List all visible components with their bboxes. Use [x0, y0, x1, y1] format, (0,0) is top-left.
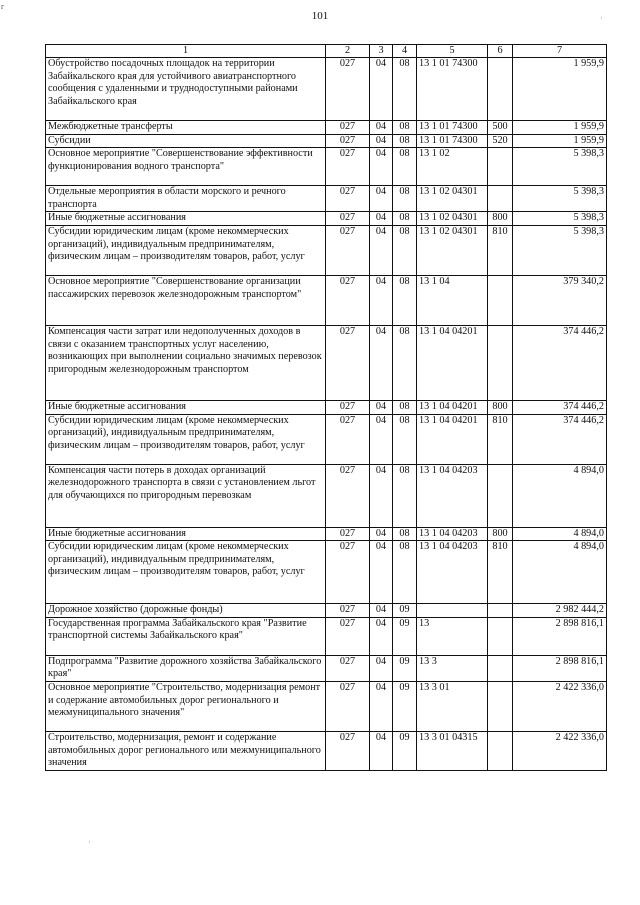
row-name-cell: Дорожное хозяйство (дорожные фонды): [46, 604, 326, 618]
amount-cell: 5 398,3: [513, 225, 607, 275]
table-body: [46, 58, 607, 771]
row-name-cell: Отдельные мероприятия в области морского и речного транспорта: [46, 186, 326, 212]
subsection-code-cell: 09: [393, 617, 417, 655]
table-row: [46, 325, 607, 400]
expense-type-cell: 500: [488, 121, 513, 135]
target-article-cell: [417, 604, 488, 618]
corner-mark: г: [1, 2, 5, 11]
target-article-cell: 13 1 04: [417, 275, 488, 325]
table-row: [46, 225, 607, 275]
target-article-cell: 13 1 04 04201: [417, 414, 488, 464]
scan-speck: ·: [600, 14, 603, 23]
target-article-cell: 13 1 02 04301: [417, 225, 488, 275]
section-code-cell: 04: [370, 134, 393, 148]
target-article-cell: 13 1 04 04203: [417, 527, 488, 541]
target-article-cell: 13 1 04 04203: [417, 541, 488, 604]
table-row: [46, 617, 607, 655]
amount-cell: 379 340,2: [513, 275, 607, 325]
expense-type-cell: [488, 731, 513, 770]
target-article-cell: 13 3 01 04315: [417, 731, 488, 770]
section-code-cell: 04: [370, 527, 393, 541]
amount-cell: 2 898 816,1: [513, 617, 607, 655]
row-name-cell: Компенсация части затрат или недополученных доходов в связи с оказанием транспортных услуг населению, возникающих при выполнении социально значимых перевозок пригородным железнодорожным транспортом: [46, 325, 326, 400]
table-row: [46, 186, 607, 212]
expense-type-cell: 800: [488, 212, 513, 226]
subsection-code-cell: 08: [393, 400, 417, 414]
amount-cell: 2 422 336,0: [513, 681, 607, 731]
table-row: [46, 541, 607, 604]
section-code-cell: 04: [370, 731, 393, 770]
ministry-code-cell: 027: [326, 731, 370, 770]
expense-type-cell: [488, 464, 513, 527]
ministry-code-cell: 027: [326, 414, 370, 464]
ministry-code-cell: 027: [326, 186, 370, 212]
section-code-cell: 04: [370, 617, 393, 655]
section-code-cell: 04: [370, 604, 393, 618]
row-name-cell: Подпрограмма "Развитие дорожного хозяйства Забайкальского края": [46, 655, 326, 681]
amount-cell: 5 398,3: [513, 212, 607, 226]
table-row: [46, 414, 607, 464]
row-name-cell: Обустройство посадочных площадок на территории Забайкальского края для устойчивого авиатранспортного сообщения с удаленными и труднодоступными районами Забайкальского края: [46, 58, 326, 121]
row-name-cell: Государственная программа Забайкальского края "Развитие транспортной системы Забайкальского края": [46, 617, 326, 655]
target-article-cell: 13 1 01 74300: [417, 121, 488, 135]
table-row: [46, 604, 607, 618]
subsection-code-cell: 08: [393, 212, 417, 226]
amount-cell: 1 959,9: [513, 121, 607, 135]
expense-type-cell: 800: [488, 400, 513, 414]
subsection-code-cell: 08: [393, 186, 417, 212]
header-row: [46, 45, 607, 58]
ministry-code-cell: 027: [326, 225, 370, 275]
ministry-code-cell: 027: [326, 400, 370, 414]
section-code-cell: 04: [370, 325, 393, 400]
ministry-code-cell: 027: [326, 527, 370, 541]
expense-type-cell: [488, 275, 513, 325]
amount-cell: 5 398,3: [513, 148, 607, 186]
row-name-cell: Субсидии юридическим лицам (кроме некоммерческих организаций), индивидуальным предпринимателям, физическим лицам – производителям товаров, работ, услуг: [46, 414, 326, 464]
ministry-code-cell: 027: [326, 275, 370, 325]
amount-cell: 2 898 816,1: [513, 655, 607, 681]
subsection-code-cell: 08: [393, 275, 417, 325]
ministry-code-cell: 027: [326, 604, 370, 618]
budget-table: [45, 44, 607, 771]
row-name-cell: Основное мероприятие "Строительство, модернизация ремонт и содержание автомобильных дорог регионального и межмуниципального значения": [46, 681, 326, 731]
target-article-cell: 13 1 02 04301: [417, 212, 488, 226]
table-row: [46, 134, 607, 148]
row-name-cell: Иные бюджетные ассигнования: [46, 400, 326, 414]
subsection-code-cell: 08: [393, 225, 417, 275]
expense-type-cell: [488, 604, 513, 618]
subsection-code-cell: 09: [393, 731, 417, 770]
table-row: [46, 681, 607, 731]
row-name-cell: Субсидии: [46, 134, 326, 148]
section-code-cell: 04: [370, 414, 393, 464]
scan-speck: ·: [88, 838, 91, 847]
section-code-cell: 04: [370, 212, 393, 226]
section-code-cell: 04: [370, 121, 393, 135]
ministry-code-cell: 027: [326, 58, 370, 121]
subsection-code-cell: 08: [393, 58, 417, 121]
ministry-code-cell: 027: [326, 148, 370, 186]
table-row: [46, 121, 607, 135]
row-name-cell: Компенсация части потерь в доходах организаций железнодорожного транспорта в связи с установлением льгот для обучающихся по пригородным перевозкам: [46, 464, 326, 527]
row-name-cell: Субсидии юридическим лицам (кроме некоммерческих организаций), индивидуальным предпринимателям, физическим лицам – производителям товаров, работ, услуг: [46, 225, 326, 275]
expense-type-cell: [488, 617, 513, 655]
section-code-cell: 04: [370, 58, 393, 121]
row-name-cell: Строительство, модернизация, ремонт и содержание автомобильных дорог регионального или межмуниципального значения: [46, 731, 326, 770]
table-row: [46, 275, 607, 325]
expense-type-cell: [488, 681, 513, 731]
subsection-code-cell: 09: [393, 604, 417, 618]
target-article-cell: 13 1 04 04203: [417, 464, 488, 527]
amount-cell: 374 446,2: [513, 414, 607, 464]
expense-type-cell: 810: [488, 541, 513, 604]
subsection-code-cell: 08: [393, 464, 417, 527]
amount-cell: 2 982 444,2: [513, 604, 607, 618]
amount-cell: 4 894,0: [513, 541, 607, 604]
expense-type-cell: 810: [488, 414, 513, 464]
header-cell: 6: [488, 45, 513, 58]
table-row: [46, 212, 607, 226]
section-code-cell: 04: [370, 655, 393, 681]
subsection-code-cell: 08: [393, 121, 417, 135]
subsection-code-cell: 08: [393, 527, 417, 541]
table-row: [46, 731, 607, 770]
section-code-cell: 04: [370, 400, 393, 414]
target-article-cell: 13 1 02: [417, 148, 488, 186]
ministry-code-cell: 027: [326, 134, 370, 148]
expense-type-cell: [488, 325, 513, 400]
table-row: [46, 464, 607, 527]
header-cell: 7: [513, 45, 607, 58]
header-cell: 4: [393, 45, 417, 58]
ministry-code-cell: 027: [326, 617, 370, 655]
table-row: [46, 655, 607, 681]
expense-type-cell: 810: [488, 225, 513, 275]
amount-cell: 2 422 336,0: [513, 731, 607, 770]
expense-type-cell: [488, 655, 513, 681]
ministry-code-cell: 027: [326, 541, 370, 604]
ministry-code-cell: 027: [326, 121, 370, 135]
table-row: [46, 58, 607, 121]
amount-cell: 4 894,0: [513, 527, 607, 541]
target-article-cell: 13 1 04 04201: [417, 400, 488, 414]
section-code-cell: 04: [370, 464, 393, 527]
header-cell: 2: [326, 45, 370, 58]
row-name-cell: Иные бюджетные ассигнования: [46, 527, 326, 541]
subsection-code-cell: 08: [393, 325, 417, 400]
header-cell: 3: [370, 45, 393, 58]
amount-cell: 374 446,2: [513, 325, 607, 400]
subsection-code-cell: 08: [393, 541, 417, 604]
target-article-cell: 13 3: [417, 655, 488, 681]
section-code-cell: 04: [370, 681, 393, 731]
page-number: 101: [311, 10, 329, 22]
target-article-cell: 13: [417, 617, 488, 655]
expense-type-cell: 800: [488, 527, 513, 541]
header-cell: 5: [417, 45, 488, 58]
header-cell: 1: [46, 45, 326, 58]
subsection-code-cell: 09: [393, 655, 417, 681]
subsection-code-cell: 08: [393, 148, 417, 186]
expense-type-cell: 520: [488, 134, 513, 148]
table-row: [46, 400, 607, 414]
expense-type-cell: [488, 148, 513, 186]
section-code-cell: 04: [370, 186, 393, 212]
ministry-code-cell: 027: [326, 655, 370, 681]
ministry-code-cell: 027: [326, 464, 370, 527]
section-code-cell: 04: [370, 148, 393, 186]
amount-cell: 1 959,9: [513, 58, 607, 121]
table-row: [46, 527, 607, 541]
subsection-code-cell: 08: [393, 414, 417, 464]
amount-cell: 4 894,0: [513, 464, 607, 527]
row-name-cell: Иные бюджетные ассигнования: [46, 212, 326, 226]
amount-cell: 5 398,3: [513, 186, 607, 212]
section-code-cell: 04: [370, 541, 393, 604]
subsection-code-cell: 09: [393, 681, 417, 731]
target-article-cell: 13 1 01 74300: [417, 58, 488, 121]
subsection-code-cell: 08: [393, 134, 417, 148]
ministry-code-cell: 027: [326, 681, 370, 731]
expense-type-cell: [488, 186, 513, 212]
amount-cell: 374 446,2: [513, 400, 607, 414]
row-name-cell: Основное мероприятие "Совершенствование организации пассажирских перевозок железнодорожным транспортом": [46, 275, 326, 325]
section-code-cell: 04: [370, 275, 393, 325]
expense-type-cell: [488, 58, 513, 121]
ministry-code-cell: 027: [326, 212, 370, 226]
ministry-code-cell: 027: [326, 325, 370, 400]
target-article-cell: 13 1 04 04201: [417, 325, 488, 400]
row-name-cell: Субсидии юридическим лицам (кроме некоммерческих организаций), индивидуальным предпринимателям, физическим лицам – производителям товаров, работ, услуг: [46, 541, 326, 604]
amount-cell: 1 959,9: [513, 134, 607, 148]
target-article-cell: 13 1 02 04301: [417, 186, 488, 212]
row-name-cell: Основное мероприятие "Совершенствование эффективности функционирования водного транспорта": [46, 148, 326, 186]
section-code-cell: 04: [370, 225, 393, 275]
row-name-cell: Межбюджетные трансферты: [46, 121, 326, 135]
target-article-cell: 13 3 01: [417, 681, 488, 731]
table-row: [46, 148, 607, 186]
target-article-cell: 13 1 01 74300: [417, 134, 488, 148]
